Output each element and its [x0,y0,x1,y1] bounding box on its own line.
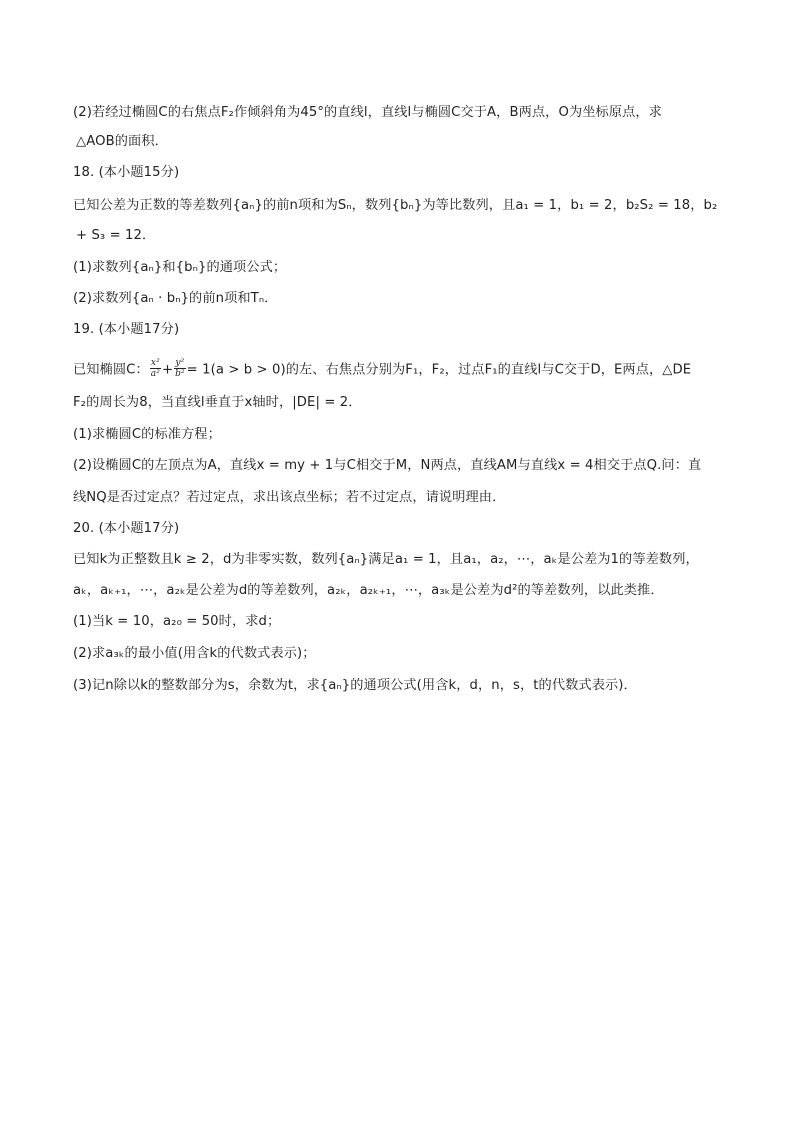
fraction-denominator: b² [175,369,185,379]
q19-part1: (1)求椭圆C的标准方程； [73,427,221,442]
q20-part3: (3)记n除以k的整数部分为s，余数为t，求{aₙ}的通项公式(用含k，d，n，s，t的代数式表示)． [73,678,637,693]
fraction-y-over-b [174,358,186,379]
fraction-numerator: x² [150,358,160,368]
fraction-x-over-a [150,358,161,379]
plus-sign: + [161,362,174,378]
q18-part1: (1)求数列{aₙ}和{bₙ}的通项公式； [73,260,287,275]
q18-header: 18. (本小题15分) [73,165,180,180]
q18-stem-line2: + S₃ = 12． [76,228,156,243]
q19-part2-line1: (2)设椭圆C的左顶点为A，直线x = my + 1与C相交于M，N两点，直线AM与直线x = 4相交于点Q.问：直 [73,458,702,473]
q17-part2-line1: (2)若经过椭圆C的右焦点F₂作倾斜角为45°的直线l，直线l与椭圆C交于A，B两点，O为坐标原点，求 [73,105,662,120]
fraction-denominator: a² [150,369,160,379]
q20-stem-line2: aₖ，aₖ₊₁，⋯，a₂ₖ是公差为d的等差数列，a₂ₖ，a₂ₖ₊₁，⋯，a₃ₖ是公差为d²的等差数列，以此类推． [73,583,664,598]
q19-header: 19. (本小题17分) [73,322,180,337]
q19-stem-line1 [73,359,691,380]
q19-stem-prefix: 已知椭圆C： [73,362,149,378]
q17-part2-line2: △AOB的面积． [76,134,168,149]
q20-part1: (1)当k = 10，a₂₀ = 50时，求d； [73,614,281,629]
q20-stem-line1: 已知k为正整数且k ≥ 2，d为非零实数，数列{aₙ}满足a₁ = 1，且a₁，a₂，⋯，aₖ是公差为1的等差数列， [73,552,699,567]
q19-stem-line2: F₂的周长为8，当直线l垂直于x轴时，|DE| = 2． [73,395,362,410]
q18-part2: (2)求数列{aₙ · bₙ}的前n项和Tₙ． [73,291,278,306]
fraction-numerator: y² [175,358,185,368]
q20-header: 20. (本小题17分) [73,521,180,536]
q20-part2: (2)求a₃ₖ的最小值(用含k的代数式表示)； [73,646,316,661]
q18-stem-line1: 已知公差为正数的等差数列{aₙ}的前n项和为Sₙ，数列{bₙ}为等比数列，且a₁ = 1，b₁ = 2，b₂S₂ = 18，b₂ [73,198,718,213]
q19-stem-suffix: = 1(a > b > 0)的左、右焦点分别为F₁，F₂，过点F₁的直线l与C交于D，E两点，△DE [186,362,692,378]
q19-part2-line2: 线NQ是否过定点？若过定点，求出该点坐标；若不过定点，请说明理由． [73,490,506,505]
